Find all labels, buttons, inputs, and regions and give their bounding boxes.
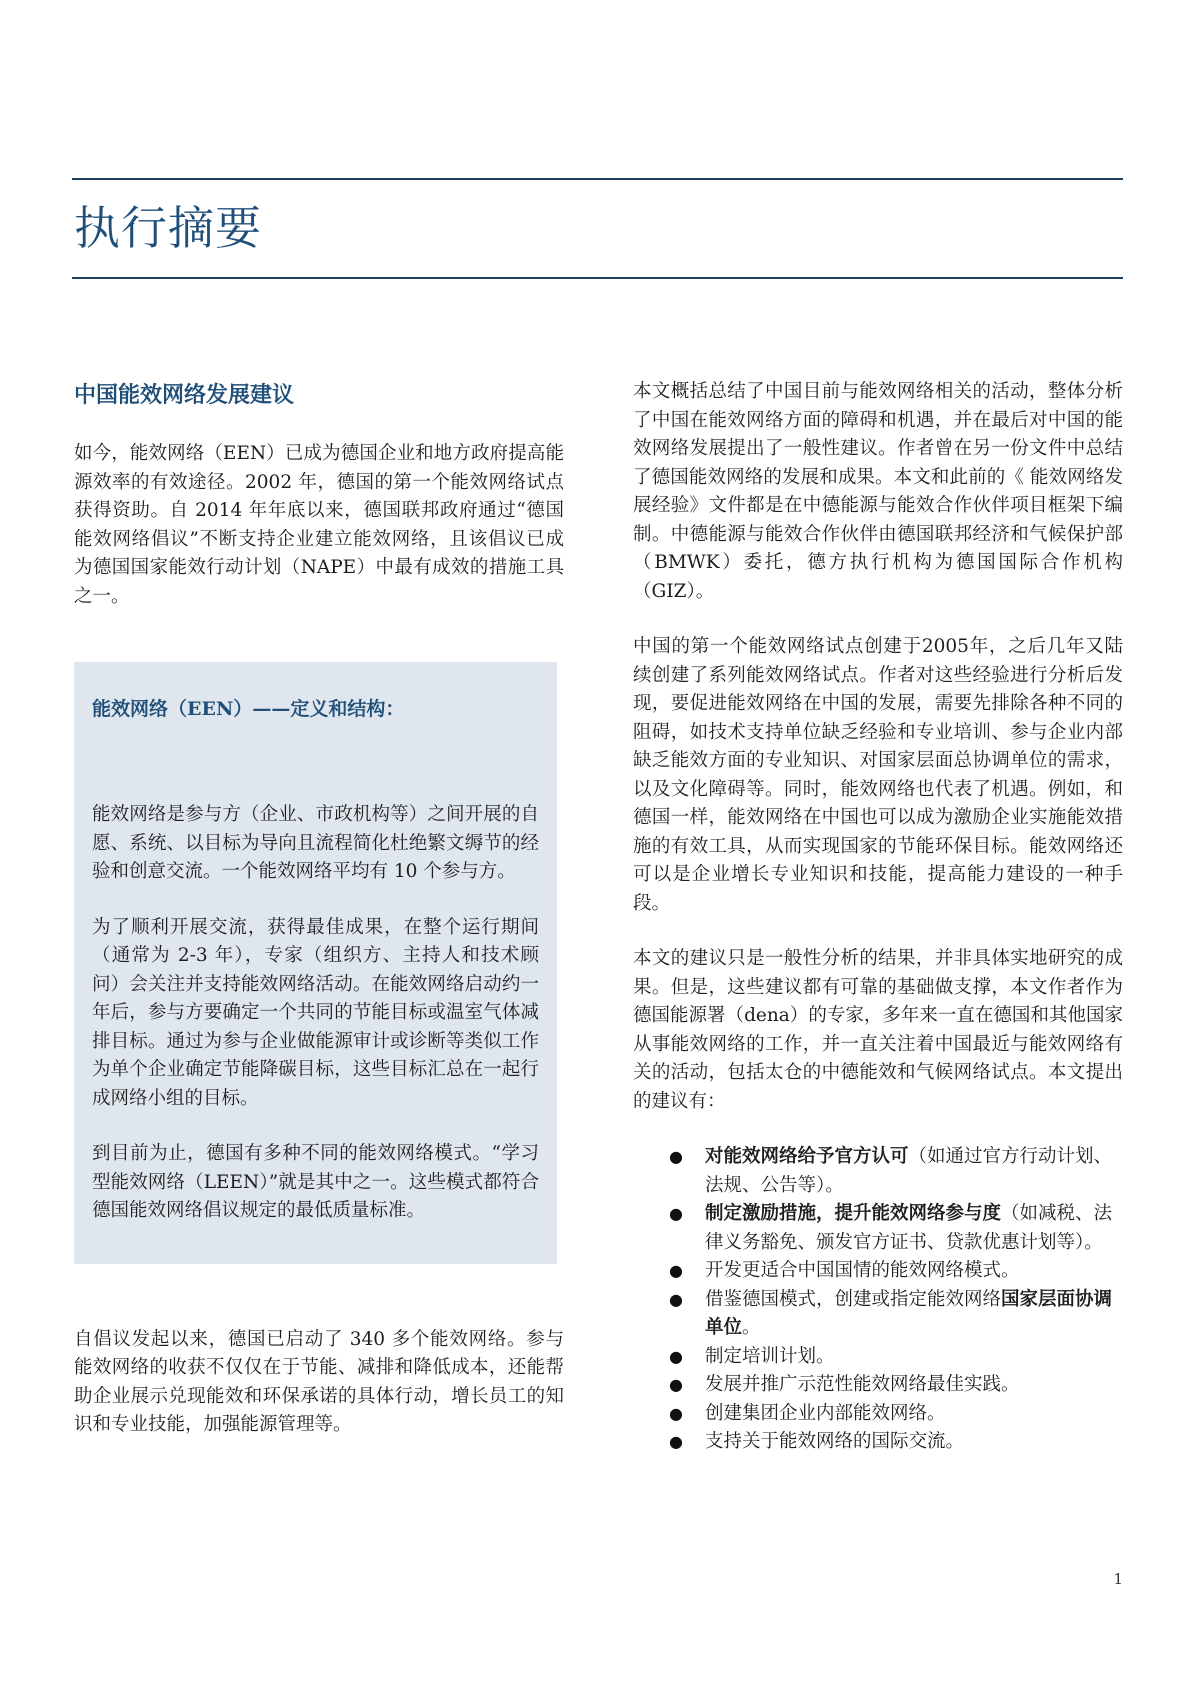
list-item: ● 制定培训计划。 — [633, 1343, 1123, 1372]
bullet-icon: ● — [669, 1403, 683, 1423]
list-item: ● 创建集团企业内部能效网络。 — [633, 1400, 1123, 1429]
callout-paragraph: 能效网络是参与方（企业、市政机构等）之间开展的自愿、系统、以目标为导向且流程简化杜绝繁文缛节的经验和创意交流。一个能效网络平均有 10 个参与方。 — [92, 804, 539, 882]
page-number: 1 — [1113, 1570, 1123, 1588]
china-pilot-paragraph: 中国的第一个能效网络试点创建于2005年，之后几年又陆续创建了系列能效网络试点。作者对这些经验进行分析后发现，要促进能效网络在中国的发展，需要先排除各种不同的阻碍，如技术支持单位缺乏经验和专业培训、参与企业内部缺乏能效方面的专业知识、对国家层面总协调单位的需求，以及文化障碍等。同时，能效网络也代表了机遇。例如，和德国一样，能效网络在中国也可以成为激励企业实施能效措施的有效工具，从而实现国家的节能环保目标。能效网络还可以是企业增长专业知识和技能，提高能力建设的一种手段。 — [633, 636, 1123, 914]
definition-callout-box — [74, 662, 557, 1264]
list-item: ● 支持关于能效网络的国际交流。 — [633, 1428, 1123, 1457]
recommendations-intro-paragraph: 本文的建议只是一般性分析的结果，并非具体实地研究的成果。但是，这些建议都有可靠的基础做支撑，本文作者作为德国能源署（dena）的专家，多年来一直在德国和其他国家从事能效网络的工作，并一直关注着中国最近与能效网络有关的活动，包括太仓的中德能效和气候网络试点。本文提出的建议有： — [633, 948, 1123, 1112]
list-item: ● 对能效网络给予官方认可（如通过官方行动计划、法规、公告等）。 — [633, 1143, 1123, 1200]
bullet-icon: ● — [669, 1204, 683, 1223]
title-bottom-rule — [72, 277, 1123, 279]
list-item: ● 发展并推广示范性能效网络最佳实践。 — [633, 1371, 1123, 1400]
section-heading: 中国能效网络发展建议 — [74, 383, 295, 408]
intro-paragraph: 如今，能效网络（EEN）已成为德国企业和地方政府提高能源效率的有效途径。2002 年，德国的第一个能效网络试点获得资助。自 2014 年年底以来，德国联邦政府通过“德国能效网络倡议”不断支持企业建立能效网络，且该倡议已成为德国国家能效行动计划（NAPE）中最有成效的措施工具之一。 — [74, 443, 564, 607]
title-top-rule — [72, 178, 1123, 180]
page-title: 执行摘要 — [74, 201, 262, 255]
bullet-icon: ● — [669, 1432, 683, 1451]
callout-paragraph: 到目前为止，德国有多种不同的能效网络模式。“学习型能效网络（LEEN）”就是其中之一。这些模式都符合德国能效网络倡议规定的最低质量标准。 — [92, 1143, 539, 1221]
list-item: ● 借鉴德国模式，创建或指定能效网络国家层面协调单位。 — [633, 1286, 1123, 1343]
bullet-icon: ● — [669, 1261, 683, 1280]
closing-paragraph: 自倡议发起以来，德国已启动了 340 多个能效网络。参与能效网络的收获不仅仅在于节能、减排和降低成本，还能帮助企业展示兑现能效和环保承诺的具体行动，增长员工的知识和专业技能，加强能源管理等。 — [74, 1328, 564, 1435]
overview-paragraph: 本文概括总结了中国目前与能效网络相关的活动，整体分析了中国在能效网络方面的障碍和机遇，并在最后对中国的能效网络发展提出了一般性建议。作者曾在另一份文件中总结了德国能效网络的发展和成果。本文和此前的《 能效网络发展经验》文件都是在中德能源与能效合作伙伴项目框架下编制。中德能源与能效合作伙伴由德国联邦经济和气候保护部（BMWK）委托，德方执行机构为德国国际合作机构（GIZ）。 — [633, 381, 1123, 602]
list-item: ● 制定激励措施，提升能效网络参与度（如减税、法律义务豁免、颁发官方证书、贷款优惠计划等）。 — [633, 1200, 1123, 1257]
callout-paragraph: 为了顺利开展交流，获得最佳成果，在整个运行期间（通常为 2-3 年），专家（组织方、主持人和技术顾问）会关注并支持能效网络活动。在能效网络启动约一年后，参与方要确定一个共同的节能目标或温室气体减排目标。通过为参与企业做能源审计或诊断等类似工作为单个企业确定节能降碳目标，这些目标汇总在一起行成网络小组的目标。 — [92, 916, 539, 1109]
callout-title: 能效网络（EEN）——定义和结构： — [92, 698, 405, 720]
list-item: ● 开发更适合中国国情的能效网络模式。 — [633, 1257, 1123, 1286]
left-column — [74, 378, 564, 1440]
bullet-icon: ● — [669, 1147, 683, 1166]
bullet-icon: ● — [669, 1289, 683, 1309]
bullet-icon: ● — [669, 1346, 683, 1366]
right-column — [633, 378, 1123, 1457]
recommendations-list — [633, 1143, 1123, 1457]
bullet-icon: ● — [669, 1375, 683, 1394]
